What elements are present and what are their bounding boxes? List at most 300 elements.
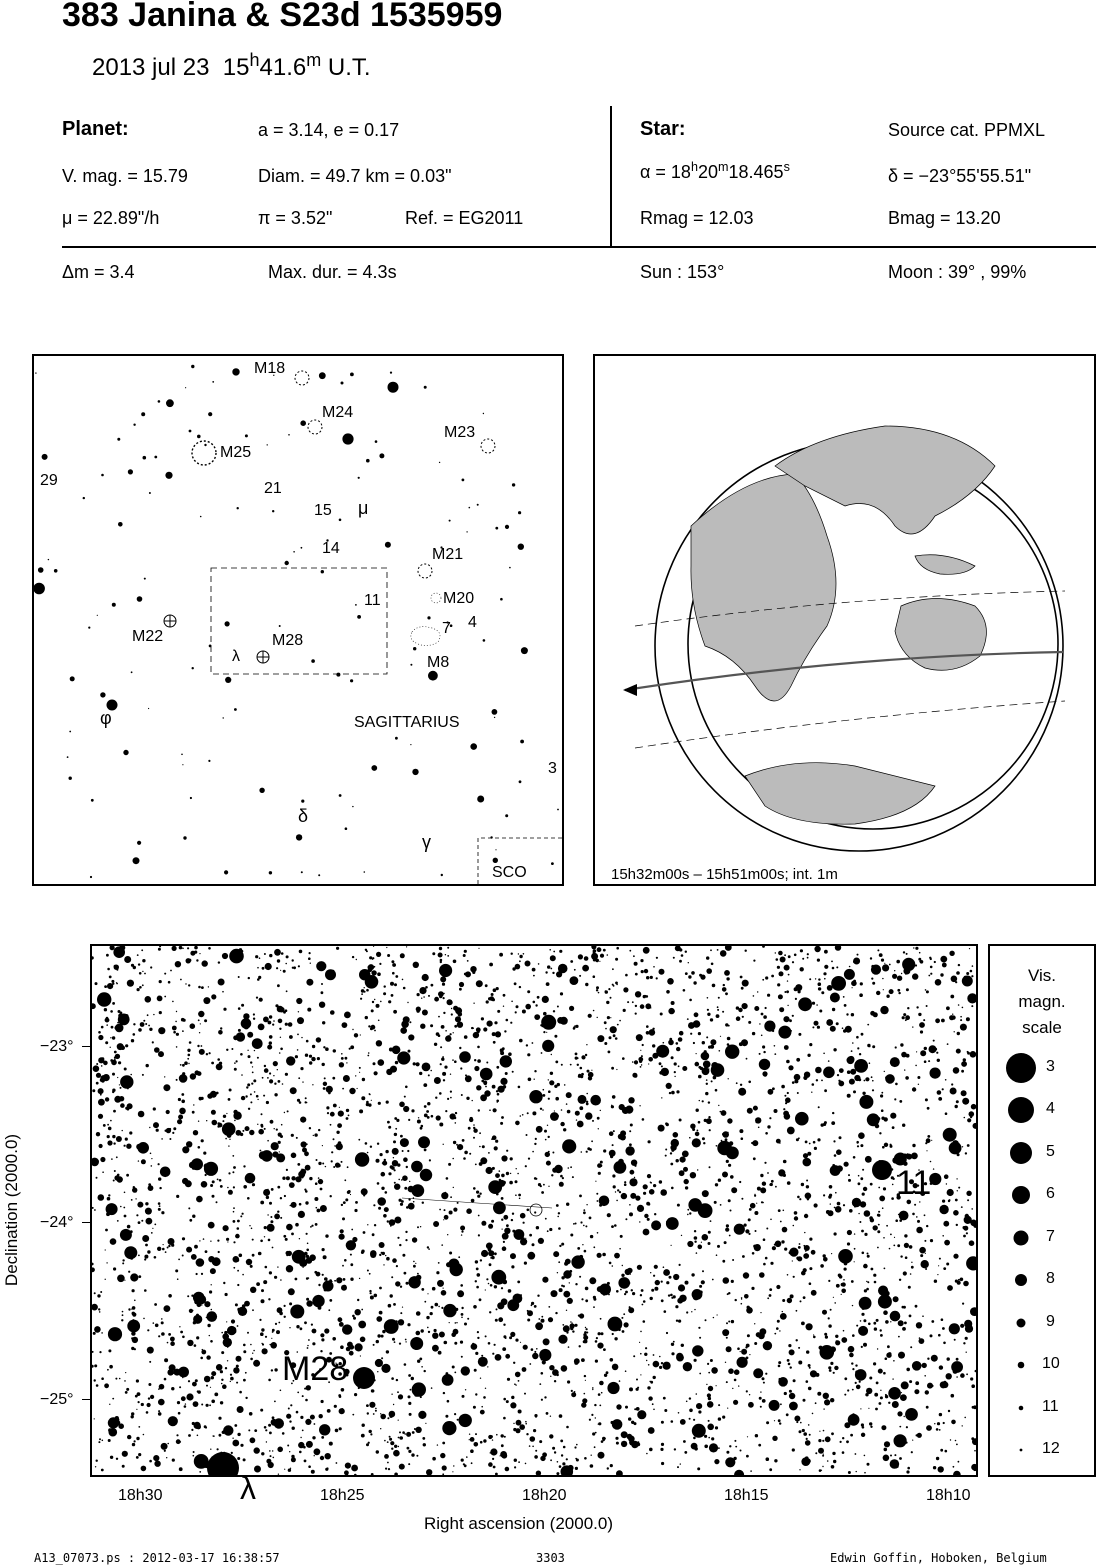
field-star [158,1410,160,1412]
field-star [110,1456,113,1459]
field-star [725,1045,739,1059]
field-star [704,1445,708,1449]
field-star [148,1383,151,1386]
field-star [693,1042,695,1044]
field-star [247,1332,249,1334]
field-star [295,1223,299,1227]
field-star [637,1265,642,1270]
field-star [611,1067,614,1070]
field-star [323,1087,326,1090]
field-star [415,1263,416,1264]
field-star [931,1355,938,1362]
field-star [269,1344,271,1346]
field-star [620,1289,622,1291]
detail-starfield-svg [92,946,976,1475]
field-star [258,1252,262,1256]
field-star [194,946,198,949]
field-star [469,1439,470,1440]
field-star [812,1026,814,1028]
field-star [208,1222,215,1229]
field-star [903,1271,907,1275]
field-star [267,1045,272,1050]
field-star [725,1362,726,1363]
field-star [527,1252,535,1260]
field-star [399,1102,405,1108]
finder-label-m28: M28 [272,632,304,649]
field-star [441,1244,443,1246]
field-star [322,1274,324,1276]
field-star [967,1118,971,1122]
field-star [660,973,661,974]
field-star [661,1281,663,1283]
finder-star [144,578,146,580]
field-star [193,1401,199,1407]
field-star [302,1148,307,1153]
field-star [197,1435,199,1437]
field-star [164,996,166,998]
finder-star [200,516,202,518]
field-star [923,1019,925,1021]
field-star [805,1440,811,1446]
field-star [426,1174,428,1176]
field-star [365,1142,368,1145]
field-star [298,1011,299,1012]
field-star [329,1442,333,1446]
field-star [130,1230,133,1233]
field-star [280,1279,282,1281]
field-star [210,1091,217,1098]
field-star [597,1200,599,1202]
field-star [413,1265,416,1268]
field-star [318,1179,323,1184]
field-star [114,1057,116,1059]
field-star [593,1246,595,1248]
field-star [678,1284,685,1291]
field-star [632,1001,634,1003]
field-star [533,1001,536,1004]
field-star [884,963,885,964]
field-star [266,1101,269,1104]
field-star [784,1113,791,1120]
field-star [787,1005,788,1006]
field-star [306,1233,308,1235]
field-star [381,1335,384,1338]
field-star [503,1241,505,1243]
field-star [368,1025,370,1027]
field-star [114,1096,121,1103]
field-star [930,958,932,960]
field-star [885,1076,888,1079]
field-star [884,1268,886,1270]
field-star [946,1183,947,1184]
field-star [680,1157,686,1163]
field-star [384,1319,399,1334]
field-star [681,1421,684,1424]
field-star [753,1368,763,1378]
field-star [461,1307,463,1309]
field-star [460,1341,463,1344]
field-star [969,1240,975,1246]
field-star [150,966,152,968]
sun-elongation: Sun : 153° [640,262,725,282]
field-star [715,1089,718,1092]
field-star [198,1011,204,1017]
field-star [474,1442,479,1447]
field-star [894,1454,896,1456]
star-right-ascension [640,160,790,183]
field-star [501,1444,504,1447]
field-star [858,1182,861,1185]
field-star [937,1422,940,1425]
field-star [762,1182,766,1186]
field-star [746,1307,753,1314]
field-star [493,1201,506,1214]
field-star [188,1207,190,1209]
field-star [905,1076,909,1080]
field-star [831,1432,834,1435]
field-star [107,1135,110,1138]
field-star [353,1317,356,1320]
field-star [914,1389,919,1394]
field-star [555,1061,558,1064]
field-star [704,1435,707,1438]
field-star [120,1075,133,1088]
field-star [698,1410,701,1413]
field-star [741,987,744,990]
field-star [570,1323,575,1328]
field-star [107,968,110,971]
field-star [769,1117,771,1119]
field-star [593,1010,595,1012]
field-star [734,1440,736,1442]
field-star [797,1196,800,1199]
finder-star [185,387,186,388]
field-star [451,1008,452,1009]
field-star [807,953,809,955]
detail-label-m28: M28 [282,1350,349,1388]
field-star [894,1434,907,1447]
finder-star [225,677,231,683]
x-axis-label: Right ascension (2000.0) [424,1514,614,1533]
field-star [612,1174,615,1177]
field-star [219,1179,222,1182]
field-star [395,1281,400,1286]
field-star [776,1327,779,1330]
field-star [575,1053,578,1056]
field-star [549,1434,553,1438]
field-star [394,1341,396,1343]
field-star [543,1041,551,1049]
field-star [143,1318,145,1320]
field-star [584,1457,587,1460]
field-star [281,952,284,955]
field-star [685,972,688,975]
field-star [771,1021,773,1023]
field-star [272,1329,275,1332]
field-star [437,1280,444,1287]
field-star [456,1322,457,1323]
field-star [669,1092,671,1094]
field-star [525,1463,527,1465]
field-star [406,1282,409,1285]
finder-star [509,567,511,569]
field-star [891,1197,894,1200]
field-star [438,1034,441,1037]
field-star [231,1319,235,1323]
field-star [661,1443,664,1446]
field-star [888,1402,890,1404]
field-star [831,961,833,963]
field-star [346,1109,349,1112]
field-star [676,1047,680,1051]
field-star [579,1345,581,1347]
field-star [372,1233,375,1236]
star-bmag: Bmag = 13.20 [888,208,1001,228]
field-star [803,1399,806,1402]
field-star [389,1436,391,1438]
field-star [774,1244,776,1246]
field-star [852,1042,854,1044]
field-star [519,1198,521,1200]
field-star [185,1403,186,1404]
field-star [488,1250,494,1256]
field-star [654,1287,658,1291]
field-star [966,1191,971,1196]
field-star [527,1209,530,1212]
field-star [476,1085,481,1090]
field-star [252,1309,254,1311]
field-star [108,1327,122,1341]
field-star [204,1019,207,1022]
field-star [271,1419,278,1426]
field-star [274,1214,280,1220]
field-star [233,1267,235,1269]
field-star [187,1340,193,1346]
field-star [726,1147,739,1160]
field-star [616,1200,618,1202]
field-star [838,1249,853,1264]
field-star [466,1456,468,1458]
field-star [205,1250,208,1253]
field-star [957,1281,961,1285]
field-star [960,1278,964,1282]
field-star [956,1444,958,1446]
field-star [522,1367,527,1372]
field-star [608,1294,610,1296]
field-star [459,988,462,991]
field-star [201,1404,203,1406]
field-star [561,1276,564,1279]
field-star [711,1367,718,1374]
field-star [533,1429,536,1432]
field-star [613,1130,615,1132]
field-star [635,1005,637,1007]
field-star [300,1416,303,1419]
field-star [534,1211,536,1213]
field-star [643,1184,648,1189]
field-star [291,1233,294,1236]
field-star [660,1013,663,1016]
field-star [355,1343,363,1351]
field-star [718,1404,720,1406]
field-star [150,1395,154,1399]
field-star [669,1276,672,1279]
finder-label-7: 7 [442,620,451,637]
field-star [597,947,602,952]
field-star [809,1282,812,1285]
field-star [612,1095,616,1099]
field-star [710,1359,713,1362]
field-star [395,1128,397,1130]
field-star [149,1460,152,1463]
field-star [330,1010,335,1015]
field-star [641,970,644,973]
field-star [621,1274,624,1277]
field-star [694,1012,699,1017]
field-star [733,1051,736,1054]
field-star [461,1317,463,1319]
field-star [832,1112,834,1114]
field-star [252,1254,255,1257]
field-star [125,1138,128,1141]
finder-star [366,459,370,463]
field-star [503,1006,504,1007]
field-star [263,1095,265,1097]
event-time-minutes: 41.6 [259,54,307,81]
field-star [605,1028,607,1030]
field-star [542,1109,544,1111]
field-star [118,1423,124,1429]
field-star [503,1324,505,1326]
finder-star [350,373,354,377]
field-star [385,1150,388,1153]
field-star [625,1291,628,1294]
field-star [664,1409,667,1412]
field-star [634,1060,638,1064]
field-star [151,1165,153,1167]
field-star [220,1027,222,1029]
field-star [815,1067,822,1074]
field-star [598,992,600,994]
field-star [663,1362,671,1370]
field-star [627,1434,633,1440]
field-star [369,1094,371,1096]
field-star [126,1174,129,1177]
field-star [401,1020,409,1028]
field-star [862,1092,865,1095]
field-star [776,1139,781,1144]
field-star [488,1224,493,1229]
field-star [269,1015,272,1018]
field-star [432,1333,438,1339]
finder-star [321,570,324,573]
field-star [570,960,573,963]
field-star [386,947,387,948]
field-star [757,991,758,992]
field-star [477,1046,480,1049]
field-star [160,1387,163,1390]
field-star [532,1353,538,1359]
field-star [581,1358,585,1362]
field-star [706,1036,708,1038]
field-star [823,1430,825,1432]
field-star [371,1025,376,1030]
field-star [860,1320,862,1322]
field-star [178,1412,181,1415]
field-star [208,947,211,950]
field-star [899,1100,902,1103]
field-star [133,1033,136,1036]
field-star [841,1337,847,1343]
field-star [557,1461,559,1463]
field-star [404,1096,406,1098]
field-star [634,1165,636,1167]
field-star [607,1282,610,1285]
field-star [851,1280,854,1283]
field-star [780,1313,787,1320]
field-star [191,1429,193,1431]
field-star [418,1411,426,1419]
field-star [455,1122,457,1124]
field-star [257,967,259,969]
field-star [486,1000,489,1003]
field-star [390,1225,392,1227]
field-star [960,1373,965,1378]
field-star [105,1041,108,1044]
field-star [206,1120,207,1121]
field-star [306,1441,313,1448]
field-star [595,1417,596,1418]
field-star [831,976,846,991]
field-star [622,1057,625,1060]
finder-star [83,497,85,499]
field-star [933,1040,935,1042]
field-star [198,1019,200,1021]
field-star [192,1215,195,1218]
field-star [365,1016,368,1019]
field-star [388,1172,391,1175]
field-star [970,1377,973,1380]
field-star [607,1382,619,1394]
finder-star [128,469,133,474]
field-star [867,1253,869,1255]
field-star [274,1401,276,1403]
field-star [216,1364,223,1371]
field-star [689,1137,691,1139]
field-star [396,1218,397,1219]
field-star [941,1019,945,1023]
field-star [119,1378,121,1380]
field-star [609,1131,614,1136]
field-star [823,1067,835,1079]
field-star [666,1123,669,1126]
field-star [209,1290,212,1293]
field-star [492,1353,494,1355]
field-star [510,1157,513,1160]
field-star [254,1050,255,1051]
event-time-ut: U.T. [327,54,371,81]
field-star [95,1466,96,1467]
field-star [705,1319,707,1321]
field-star [534,1351,536,1353]
field-star [376,1159,380,1163]
field-star [540,1185,542,1187]
field-star [397,1051,410,1064]
field-star [278,1141,281,1144]
field-star [939,1413,942,1416]
field-star [373,1204,375,1206]
field-star [191,1254,197,1260]
